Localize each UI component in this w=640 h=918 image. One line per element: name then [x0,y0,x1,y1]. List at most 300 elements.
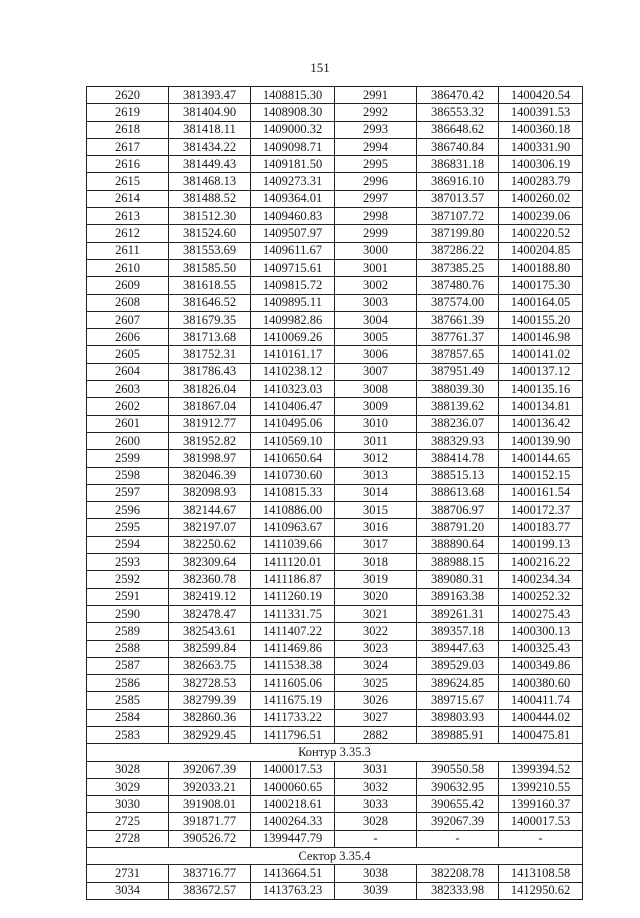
table-row [87,294,583,311]
table-cell: 389803.93 [417,709,499,726]
table-cell: 1400135.16 [499,381,583,398]
table-cell: 1408908.30 [251,104,335,121]
table-cell: 2619 [87,104,169,121]
table-cell: 3032 [335,778,417,795]
table-cell: 1400139.90 [499,432,583,449]
table-cell: - [335,830,417,847]
table-cell: 2614 [87,190,169,207]
table-cell: 382144.67 [169,502,251,519]
table-cell: 388791.20 [417,519,499,536]
table-cell: 381826.04 [169,381,251,398]
table-cell: 2611 [87,242,169,259]
table-cell: 2995 [335,156,417,173]
table-cell: 3021 [335,605,417,622]
table-cell: 382728.53 [169,675,251,692]
table-cell: 1411407.22 [251,623,335,640]
table-cell: 2592 [87,571,169,588]
table-cell: 1411469.86 [251,640,335,657]
table-cell: 2997 [335,190,417,207]
section-header-row [87,848,583,865]
table-cell: 381679.35 [169,311,251,328]
table-cell: 392067.39 [417,813,499,830]
table-cell: 388236.07 [417,415,499,432]
table-cell: 2602 [87,398,169,415]
table-cell: 1400136.42 [499,415,583,432]
table-cell: 381553.69 [169,242,251,259]
table-cell: 388329.93 [417,432,499,449]
table-cell: 382197.07 [169,519,251,536]
table-cell: 2616 [87,156,169,173]
table-cell: 3006 [335,346,417,363]
table-cell: 1410886.00 [251,502,335,519]
table-cell: 1411538.38 [251,657,335,674]
table-cell: 3023 [335,640,417,657]
table-cell: 388139.62 [417,398,499,415]
table-cell: 389715.67 [417,692,499,709]
table-cell: 1413108.58 [499,865,583,882]
table-cell: 2590 [87,605,169,622]
table-row [87,190,583,207]
table-row [87,726,583,743]
table-cell: 2586 [87,675,169,692]
table-row [87,415,583,432]
table-cell: 1400360.18 [499,121,583,138]
table-cell: 1400137.12 [499,363,583,380]
table-cell: 2600 [87,432,169,449]
table-cell: 390526.72 [169,830,251,847]
table-cell: 389357.18 [417,623,499,640]
table-cell: 1410238.12 [251,363,335,380]
table-cell: 2610 [87,259,169,276]
table-cell: 381786.43 [169,363,251,380]
table-cell: 1400283.79 [499,173,583,190]
table-cell: 1400264.33 [251,813,335,830]
table-cell: 2591 [87,588,169,605]
table-row [87,398,583,415]
table-cell: 390632.95 [417,778,499,795]
table-cell: 2588 [87,640,169,657]
table-row [87,346,583,363]
table-row [87,138,583,155]
table-row [87,554,583,571]
table-cell: 2618 [87,121,169,138]
table-cell: 3029 [87,778,169,795]
table-cell: 2613 [87,208,169,225]
table-row [87,467,583,484]
table-cell: 3027 [335,709,417,726]
table-row [87,259,583,276]
table-row [87,813,583,830]
table-cell: 1400325.43 [499,640,583,657]
table-cell: 389163.38 [417,588,499,605]
table-cell: 3007 [335,363,417,380]
table-cell: 1411186.87 [251,571,335,588]
table-cell: 382543.61 [169,623,251,640]
table-cell: 387857.65 [417,346,499,363]
table-cell: 1400306.19 [499,156,583,173]
table-row [87,381,583,398]
table-cell: 3028 [335,813,417,830]
table-cell: 1411260.19 [251,588,335,605]
table-cell: 381618.55 [169,277,251,294]
table-cell: 386648.62 [417,121,499,138]
table-cell: 1409611.67 [251,242,335,259]
table-cell: 389885.91 [417,726,499,743]
table-cell: 383716.77 [169,865,251,882]
table-cell: 1400380.60 [499,675,583,692]
table-cell: 1400204.85 [499,242,583,259]
table-cell: 381752.31 [169,346,251,363]
table-cell: 1400017.53 [251,761,335,778]
table-cell: 3014 [335,484,417,501]
table-row [87,536,583,553]
table-cell: 1399447.79 [251,830,335,847]
table-cell: 3016 [335,519,417,536]
table-cell: - [417,830,499,847]
table-cell: 1409815.72 [251,277,335,294]
table-cell: 3019 [335,571,417,588]
table-cell: 382929.45 [169,726,251,743]
table-cell: 381646.52 [169,294,251,311]
table-cell: 1400188.80 [499,259,583,276]
table-row [87,519,583,536]
table-cell: 390550.58 [417,761,499,778]
table-cell: 3025 [335,675,417,692]
table-cell: 383672.57 [169,882,251,899]
table-row [87,623,583,640]
table-row [87,502,583,519]
table-cell: 1411120.01 [251,554,335,571]
table-cell: 382250.62 [169,536,251,553]
table-row [87,692,583,709]
table-cell: 3002 [335,277,417,294]
table-cell: 1400172.37 [499,502,583,519]
table-cell: 2599 [87,450,169,467]
table-row [87,104,583,121]
table-cell: 3000 [335,242,417,259]
table-cell: 1409460.83 [251,208,335,225]
table-cell: 1399160.37 [499,796,583,813]
table-cell: 382599.84 [169,640,251,657]
table-cell: 386916.10 [417,173,499,190]
table-cell: 1411733.22 [251,709,335,726]
table-cell: 1409895.11 [251,294,335,311]
table-cell: 1411675.19 [251,692,335,709]
table-cell: 1400239.06 [499,208,583,225]
table-cell: 390655.42 [417,796,499,813]
table-row [87,277,583,294]
table-cell: 3028 [87,761,169,778]
table-cell: 3015 [335,502,417,519]
table-cell: 382333.98 [417,882,499,899]
table-cell: 386831.18 [417,156,499,173]
table-cell: 1400183.77 [499,519,583,536]
table-row [87,311,583,328]
table-cell: 2991 [335,87,417,104]
table-cell: 2598 [87,467,169,484]
table-row [87,605,583,622]
table-row [87,640,583,657]
table-row [87,588,583,605]
table-cell: 1410650.64 [251,450,335,467]
table-row [87,675,583,692]
table-cell: 389261.31 [417,605,499,622]
table-cell: 1400349.86 [499,657,583,674]
table-cell: 381434.22 [169,138,251,155]
table-cell: 381449.43 [169,156,251,173]
table-cell: 1400220.52 [499,225,583,242]
table-row [87,865,583,882]
table-cell: 2882 [335,726,417,743]
table-cell: 1409364.01 [251,190,335,207]
table-cell: 1409000.32 [251,121,335,138]
table-row [87,778,583,795]
table-cell: 2998 [335,208,417,225]
table-cell: 1400017.53 [499,813,583,830]
table-cell: 1411796.51 [251,726,335,743]
table-cell: 2596 [87,502,169,519]
table-cell: 1400060.65 [251,778,335,795]
table-cell: 2607 [87,311,169,328]
table-cell: 2725 [87,813,169,830]
table-cell: 1400134.81 [499,398,583,415]
table-cell: 381488.52 [169,190,251,207]
table-cell: 391871.77 [169,813,251,830]
table-row [87,796,583,813]
table-cell: 2594 [87,536,169,553]
table-cell: 1399210.55 [499,778,583,795]
table-cell: 381867.04 [169,398,251,415]
table-cell: 1410406.47 [251,398,335,415]
table-cell: 1410495.06 [251,415,335,432]
table-cell: 2615 [87,173,169,190]
table-row [87,882,583,899]
table-cell: 381404.90 [169,104,251,121]
table-cell: 1400161.54 [499,484,583,501]
table-row [87,173,583,190]
table-cell: 3003 [335,294,417,311]
table-cell: 1409507.97 [251,225,335,242]
table-cell: 3008 [335,381,417,398]
table-cell: 2993 [335,121,417,138]
table-cell: 3012 [335,450,417,467]
table-cell: 388515.13 [417,467,499,484]
table-cell: 381393.47 [169,87,251,104]
table-cell: 381468.13 [169,173,251,190]
table-cell: 387480.76 [417,277,499,294]
table-cell: 1400275.43 [499,605,583,622]
table-cell: 2620 [87,87,169,104]
table-cell: 1400218.61 [251,796,335,813]
table-row [87,242,583,259]
table-row [87,225,583,242]
table-cell: 2605 [87,346,169,363]
table-row [87,363,583,380]
table-cell: 381912.77 [169,415,251,432]
table-cell: 1411331.75 [251,605,335,622]
table-cell: 1400199.13 [499,536,583,553]
table-cell: 3017 [335,536,417,553]
table-cell: 1400252.32 [499,588,583,605]
table-cell: 2597 [87,484,169,501]
table-cell: 2606 [87,329,169,346]
table-cell: 3030 [87,796,169,813]
table-cell: 387951.49 [417,363,499,380]
table-cell: 381713.68 [169,329,251,346]
table-cell: 382046.39 [169,467,251,484]
table-cell: 1400152.15 [499,467,583,484]
table-cell: 1409715.61 [251,259,335,276]
table-cell: 389447.63 [417,640,499,657]
table-cell: 3022 [335,623,417,640]
table-cell: 2593 [87,554,169,571]
table-cell: 1413664.51 [251,865,335,882]
table-row [87,156,583,173]
table-row [87,657,583,674]
table-cell: 3031 [335,761,417,778]
table-cell: 1410963.67 [251,519,335,536]
table-cell: 381512.30 [169,208,251,225]
table-cell: 2996 [335,173,417,190]
table-cell: 387286.22 [417,242,499,259]
table-cell: 382360.78 [169,571,251,588]
table-cell: 382309.64 [169,554,251,571]
table-cell: 1400175.30 [499,277,583,294]
table-cell: 387107.72 [417,208,499,225]
table-cell: 386740.84 [417,138,499,155]
page-number: 151 [310,60,330,75]
table-cell: 2583 [87,726,169,743]
table-cell: 387574.00 [417,294,499,311]
table-cell: 388890.64 [417,536,499,553]
table-cell: 392033.21 [169,778,251,795]
table-cell: 3033 [335,796,417,813]
table-cell: 2587 [87,657,169,674]
table-cell: - [499,830,583,847]
table-cell: 1411039.66 [251,536,335,553]
table-cell: 1400144.65 [499,450,583,467]
table-cell: 388706.97 [417,502,499,519]
table-cell: 3010 [335,415,417,432]
table-cell: 3005 [335,329,417,346]
table-cell: 387761.37 [417,329,499,346]
table-cell: 2999 [335,225,417,242]
table-cell: 1400141.02 [499,346,583,363]
table-cell: 2604 [87,363,169,380]
table-cell: 381418.11 [169,121,251,138]
table-cell: 389080.31 [417,571,499,588]
table-cell: 1409181.50 [251,156,335,173]
table-cell: 1400444.02 [499,709,583,726]
table-cell: 3001 [335,259,417,276]
table-cell: 1400155.20 [499,311,583,328]
table-cell: 381585.50 [169,259,251,276]
section-header-row [87,744,583,761]
table-row [87,484,583,501]
table-cell: 388039.30 [417,381,499,398]
table-cell: 387661.39 [417,311,499,328]
table-cell: 1400260.02 [499,190,583,207]
table-cell: 1410569.10 [251,432,335,449]
table-cell: 1410161.17 [251,346,335,363]
table-cell: 381998.97 [169,450,251,467]
table-cell: 386553.32 [417,104,499,121]
section-title: Контур 3.35.3 [87,744,583,761]
table-row [87,432,583,449]
table-cell: 389624.85 [417,675,499,692]
table-cell: 3038 [335,865,417,882]
table-cell: 2603 [87,381,169,398]
table-cell: 1400164.05 [499,294,583,311]
table-cell: 2585 [87,692,169,709]
table-cell: 1411605.06 [251,675,335,692]
table-cell: 382799.39 [169,692,251,709]
table-cell: 3004 [335,311,417,328]
table-cell: 2612 [87,225,169,242]
table-cell: 2994 [335,138,417,155]
table-cell: 1412950.62 [499,882,583,899]
table-row [87,208,583,225]
table-cell: 3034 [87,882,169,899]
table-cell: 1410323.03 [251,381,335,398]
table-cell: 3013 [335,467,417,484]
table-cell: 3024 [335,657,417,674]
section-title: Сектор 3.35.4 [87,848,583,865]
table-cell: 2589 [87,623,169,640]
table-cell: 381524.60 [169,225,251,242]
table-cell: 1400475.81 [499,726,583,743]
table-cell: 1400411.74 [499,692,583,709]
table-cell: 382419.12 [169,588,251,605]
table-cell: 3039 [335,882,417,899]
table-cell: 2992 [335,104,417,121]
table-row [87,830,583,847]
table-row [87,450,583,467]
table-cell: 2617 [87,138,169,155]
table-cell: 2731 [87,865,169,882]
table-cell: 387013.57 [417,190,499,207]
table-cell: 2601 [87,415,169,432]
table-row [87,329,583,346]
table-cell: 1400420.54 [499,87,583,104]
table-cell: 2595 [87,519,169,536]
table-cell: 1410069.26 [251,329,335,346]
table-row [87,571,583,588]
table-cell: 382663.75 [169,657,251,674]
table-cell: 386470.42 [417,87,499,104]
table-cell: 381952.82 [169,432,251,449]
table-row [87,121,583,138]
table-cell: 388988.15 [417,554,499,571]
table-row [87,761,583,778]
table-cell: 1400216.22 [499,554,583,571]
table-cell: 1399394.52 [499,761,583,778]
table-cell: 1400234.34 [499,571,583,588]
table-cell: 1400391.53 [499,104,583,121]
table-cell: 3026 [335,692,417,709]
table-row [87,87,583,104]
table-cell: 388414.78 [417,450,499,467]
table-cell: 382098.93 [169,484,251,501]
table-cell: 382208.78 [417,865,499,882]
table-cell: 1400331.90 [499,138,583,155]
table-cell: 387199.80 [417,225,499,242]
table-cell: 1409273.31 [251,173,335,190]
table-cell: 382478.47 [169,605,251,622]
table-cell: 1410730.60 [251,467,335,484]
table-row [87,709,583,726]
table-cell: 1410815.33 [251,484,335,501]
